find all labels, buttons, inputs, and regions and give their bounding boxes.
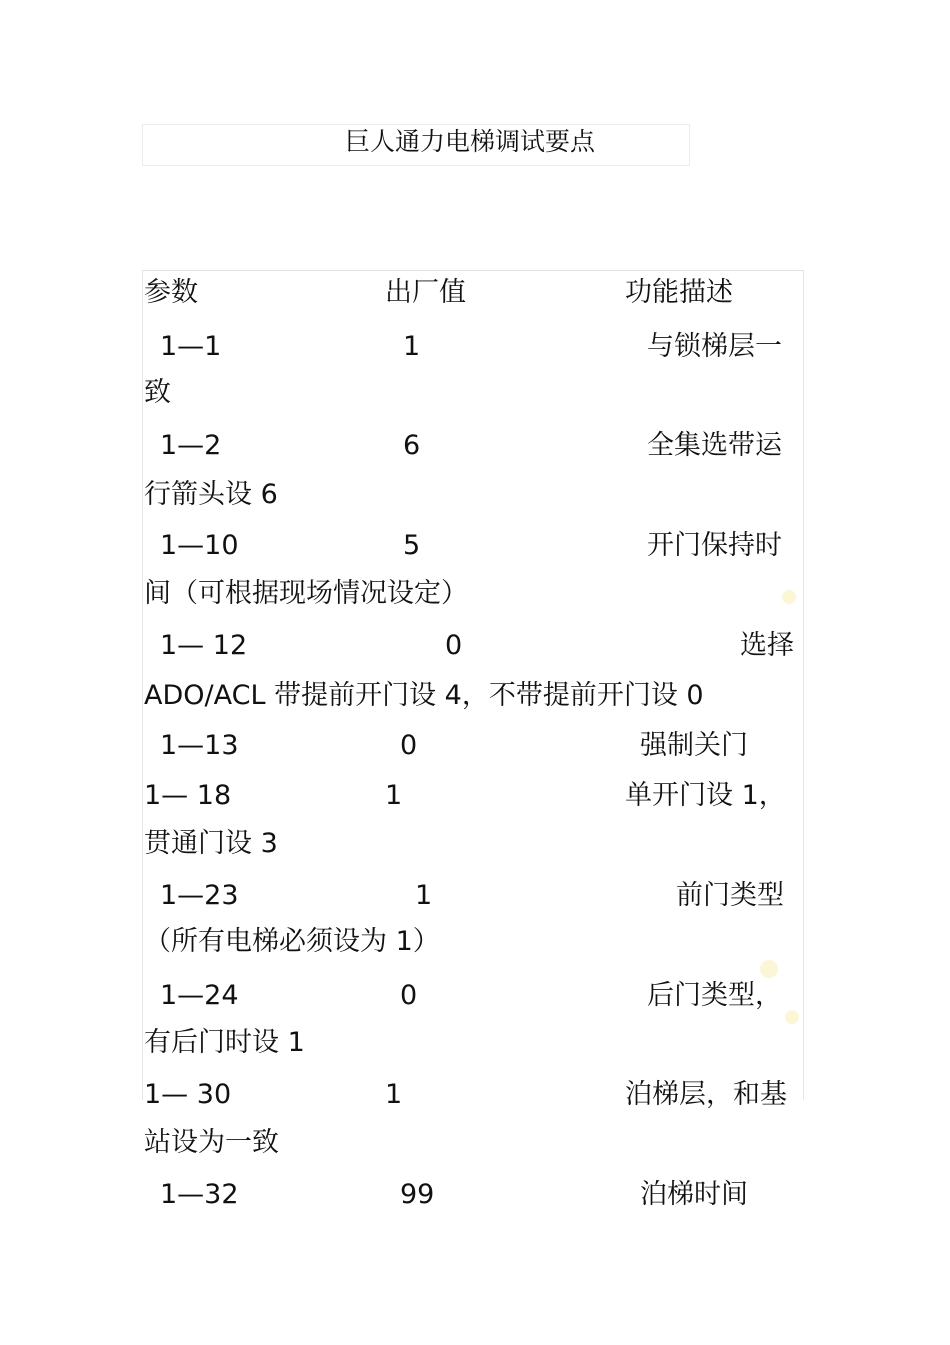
param-1-10: 1—10 [160, 530, 239, 561]
param-1-1: 1—1 [160, 331, 222, 362]
default-1-12: 0 [445, 630, 463, 661]
desc-cont-1-23: （所有电梯必须设为 1） [144, 926, 440, 957]
default-1-18: 1 [385, 780, 403, 811]
background-speck [760, 960, 778, 978]
background-speck [785, 1010, 799, 1024]
param-1-23: 1—23 [160, 880, 239, 911]
desc-1-13: 强制关门 [640, 730, 748, 761]
param-1-32: 1—32 [160, 1179, 239, 1210]
desc-1-32: 泊梯时间 [640, 1179, 748, 1210]
desc-cont-1-10: 间（可根据现场情况设定） [144, 578, 468, 609]
desc-cont-1-30: 站设为一致 [144, 1127, 279, 1158]
default-1-1: 1 [403, 331, 421, 362]
desc-1-24: 后门类型， [647, 980, 782, 1011]
default-1-30: 1 [385, 1079, 403, 1110]
desc-1-12: 选择 [740, 630, 794, 661]
desc-cont-1-2: 行箭头设 6 [144, 479, 278, 510]
default-1-13: 0 [400, 730, 418, 761]
param-1-2: 1—2 [160, 430, 222, 461]
default-1-24: 0 [400, 980, 418, 1011]
header-default: 出厂值 [385, 277, 466, 308]
param-1-24: 1—24 [160, 980, 239, 1011]
desc-cont-1-1: 致 [144, 377, 171, 408]
default-1-2: 6 [403, 430, 421, 461]
default-1-10: 5 [403, 530, 421, 561]
desc-cont-1-24: 有后门时设 1 [144, 1027, 305, 1058]
document-title: 巨人通力电梯调试要点 [344, 127, 595, 156]
desc-1-30: 泊梯层，和基 [625, 1079, 787, 1110]
default-1-23: 1 [415, 880, 433, 911]
param-1-13: 1—13 [160, 730, 239, 761]
desc-1-2: 全集选带运 [647, 430, 782, 461]
param-1-12: 1— 12 [160, 630, 248, 661]
desc-cont-1-18: 贯通门设 3 [144, 828, 278, 859]
desc-1-1: 与锁梯层一 [647, 331, 782, 362]
default-1-32: 99 [400, 1179, 435, 1210]
desc-1-23: 前门类型 [676, 880, 784, 911]
param-1-18: 1— 18 [144, 780, 232, 811]
desc-1-18: 单开门设 1， [625, 780, 786, 811]
param-1-30: 1— 30 [144, 1079, 232, 1110]
desc-cont-1-12: ADO/ACL 带提前开门设 4，不带提前开门设 0 [144, 680, 704, 711]
header-desc: 功能描述 [625, 277, 733, 308]
desc-1-10: 开门保持时 [647, 530, 782, 561]
header-param: 参数 [144, 277, 198, 308]
background-speck [782, 590, 796, 604]
